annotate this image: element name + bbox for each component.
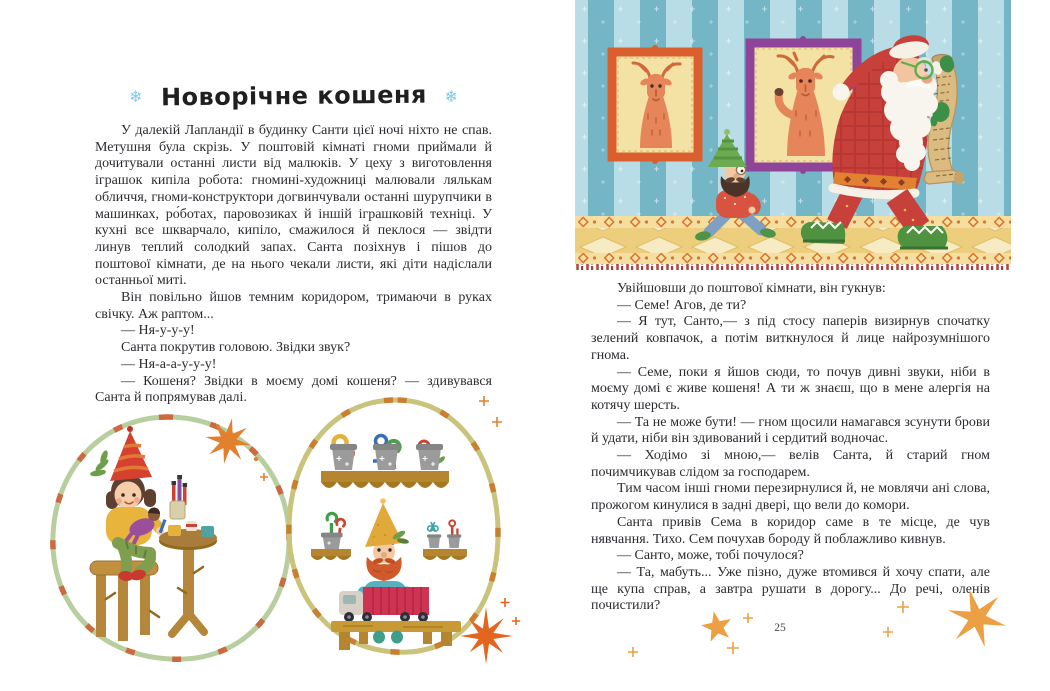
illustration-santa-hallway (575, 0, 1011, 270)
small-shelf-right (423, 520, 467, 560)
small-shelf-left (311, 513, 351, 560)
paragraph: Він повільно йшов темним коридором, тримаючи в руках свічку. Аж раптом... (95, 290, 492, 322)
sparkle-icon (479, 396, 502, 427)
star-icon (948, 589, 1006, 647)
paragraph: — Я тут, Санто,— з під стосу паперів визирнув спочатку зелений ковпачок, а потім виткнулося й лице найрозумнішого гнома. (591, 314, 990, 363)
girl-figure (90, 426, 167, 582)
chapter-title: Новорічне кошеня (160, 80, 427, 112)
workbench (331, 621, 461, 650)
paragraph: — Та не може бути! — гном щосили намагався зсунути брови й удати, ніби він здивований і сердитий водночас. (591, 414, 990, 447)
paragraph: — Семе! Агов, де ти? (617, 297, 747, 313)
snowflake-icon: ❄ (444, 86, 458, 106)
left-page-text (95, 123, 492, 407)
paragraph: Увійшовши до поштової кімнати, він гукнув: (617, 281, 886, 296)
burst-star-icon (460, 598, 520, 664)
bucket (330, 444, 443, 470)
sprig (90, 449, 110, 477)
paragraph: — Ня-у-у-у! (121, 323, 195, 339)
paragraph: — Семе, поки я йшов сюди, то почув дивні звуки, ніби в моєму домі є живе кошеня! А ти ж знаєш, що в мене алергія на котячу шерсть. (591, 364, 990, 413)
illustration-gnome-workbench (283, 385, 553, 675)
santa-glasses (916, 62, 933, 79)
right-page-text (591, 281, 990, 615)
paragraph: — Кошеня? Звідки в моєму домі кошеня? — здивувався Санта й попрямував далі. (95, 373, 492, 406)
paragraph: — Та, мабуть... Уже пізно, дуже втомився й хочу спати, але ще купа справ, а завтра рушати в дорогу... До речі, оленів почистили? (591, 564, 990, 614)
santa-hat-pompom (833, 84, 850, 101)
paragraph: Санта покрутив головою. Звідки звук? (121, 340, 351, 356)
paragraph: — Ня-а-а-у-у-у! (121, 356, 217, 372)
stars-decoration (620, 585, 1050, 691)
star-icon (701, 611, 731, 641)
paragraph: — Ходімо зі мною,— велів Санта, й старий гном почимчикував слідом за господарем. (591, 448, 990, 480)
tool-buckets-shelf (321, 436, 449, 489)
chapter-title-row (95, 82, 492, 110)
toy-truck (339, 587, 429, 622)
paragraph: Санта привів Сема в коридор саме в те місце, де чув нявчання. Тихо. Сем почухав бороду й поблажливо кивнув. (591, 514, 990, 547)
paragraph: — Санто, може, тобі почулося? (617, 548, 804, 564)
craft-table (159, 475, 217, 634)
illustration-girl-painting-doll (40, 403, 300, 673)
snowflake-icon: ❄ (129, 86, 143, 106)
page-number: 25 (774, 622, 786, 634)
paragraph: У далекій Лапландії в будинку Санти цієї ночі ніхто не спав. Метушня була скрізь. У поштовій кімнаті гноми приймали й дочитували останні листи від малюків. У цеху з виготовлення іграшок кипіла робота: гномині-художниці малювали лялькам обличчя, гноми-конструктори догвинчували останні шурупчики в машинках, ро́ботах, паровозиках й іншій іграшковій техніці. У кухні все шкварчало, кипіло, смажилося й пеклося — звідти линув теплий солодкий запах. Санта позіхнув і пішов до поштової кімнати, де на нього чекали листи, які діти надіслали останньої миті. (95, 123, 492, 289)
paragraph: Тим часом інші гноми перезирнулися й, не мовлячи ані слова, прожогом кинулися в задні двері, що вели до комори. (591, 481, 990, 514)
deer-portrait-left (608, 45, 703, 164)
